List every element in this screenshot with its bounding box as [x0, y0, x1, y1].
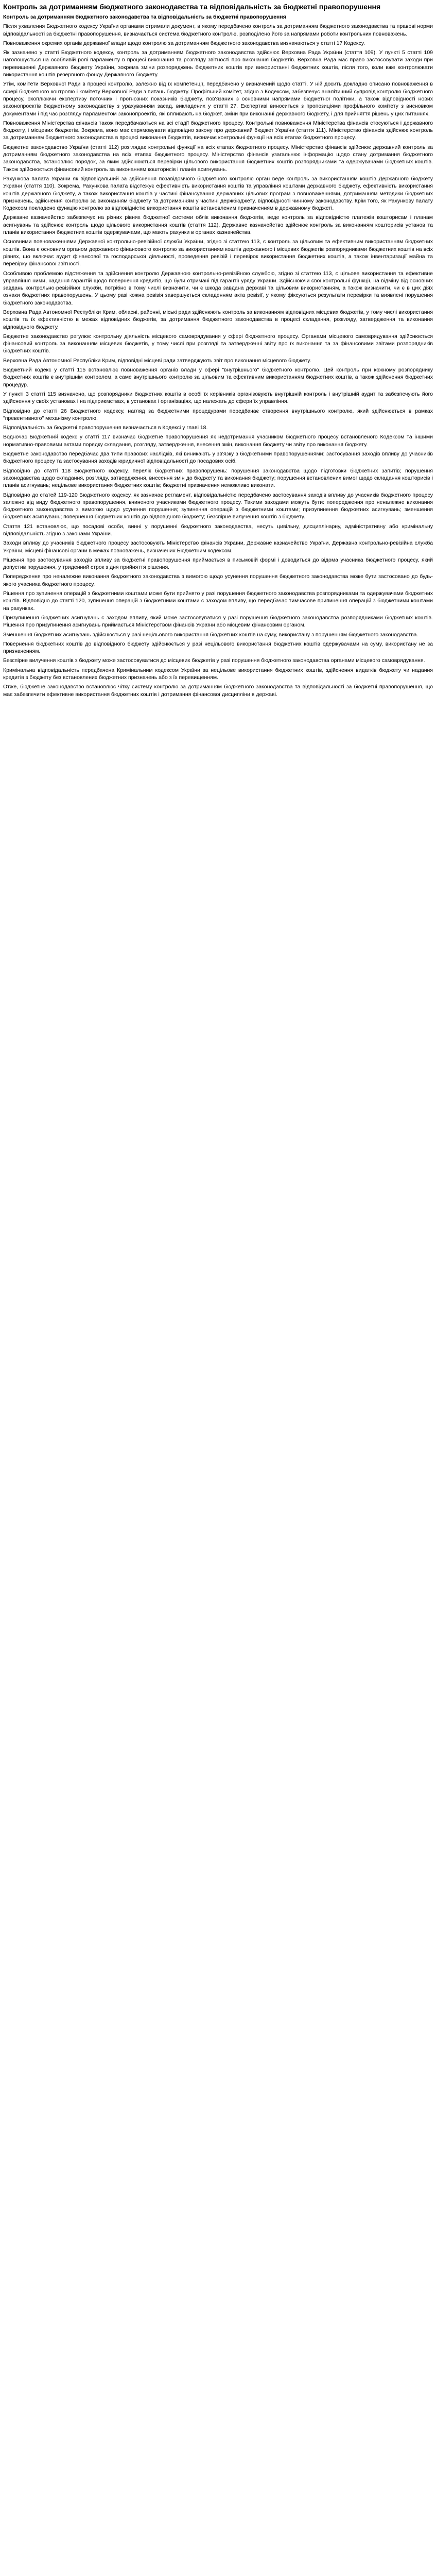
document-paragraph: Водночас Бюджетний кодекс у статті 117 визначає бюджетне правопорушення як недотримання учасником бюджетного процесу встановленого Кодексом та іншими нормативно-правовими актами порядку складання, розгляду, затвердження, внесення змін, виконання бюджету чи звіту про виконання бюджету.	[3, 434, 433, 448]
document-paragraph: Після ухвалення Бюджетного кодексу України органами отримали документ, в якому передбачено контроль за дотриманням бюджетного законодавства та правові норми відповідальності за бюджетні правопорушення, визначається система бюджетного контролю, розподілено його за напрямами роботи контрольних повноважень.	[3, 23, 433, 37]
document-paragraph: Бюджетне законодавство передбачає два типи правових наслідків, які виникають у зв'язку з бюджетними правопорушеннями: застосування заходів впливу до учасників бюджетного процесу та застосування заходів юридичної відповідальності до посадових осіб.	[3, 451, 433, 465]
document-paragraph: Призупинення бюджетних асигнувань є заходом впливу, який може застосовуватися у разі порушення бюджетного законодавства розпорядниками бюджетних коштів. Рішення про призупинення асигнувань приймається Міністерством фінансів України або місцевим фінансовим органом.	[3, 614, 433, 629]
document-paragraph: Відповідно до статті 26 Бюджетного кодексу, нагляд за бюджетними процедурами передбачає створення внутрішнього контролю, який здійснюється в рамках "превентивного" механізму контролю.	[3, 408, 433, 421]
document-paragraph: Рішення про застосування заходів впливу за бюджетні правопорушення приймається в письмовій формі і доводиться до відома учасника бюджетного процесу, який допустив порушення, у триденний строк з дня прийняття рішення.	[3, 556, 433, 571]
document-paragraph: Контроль за дотриманням бюджетного законодавства та відповідальність за бюджетні правопорушення	[3, 14, 286, 20]
document-paragraph: У пункті 3 статті 115 визначено, що розпорядники бюджетних коштів в особі їх керівників організовують внутрішній контроль і внутрішній аудит та забезпечують його здійснення у своїх установах і на підприємствах, в установах і організаціях, що належать до сфери їх управління.	[3, 391, 433, 405]
document-paragraph: Відповідно до статей 119-120 Бюджетного кодексу, як зазначає регламент, відповідальністю передбачено застосування заходів впливу до учасників бюджетного процесу залежно від виду бюджетного правопорушення, вчиненого учасниками бюджетного процесу. Такими заходами можуть бути: попередження про неналежне виконання бюджетного законодавства з вимогою щодо усунення порушення; зупинення операцій з бюджетними коштами; призупинення бюджетних асигнувань; зменшення бюджетних асигнувань; повернення бюджетних коштів до відповідного бюджету; безспірне вилучення коштів з бюджету.	[3, 492, 433, 520]
document-paragraph: Стаття 121 встановлює, що посадові особи, винні у порушенні бюджетного законодавства, несуть цивільну, дисциплінарну, адміністративну або кримінальну відповідальність згідно з законами України.	[3, 523, 433, 537]
document-title: Контроль за дотриманням бюджетного законодавства та відповідальність за бюджетні правопорушення	[3, 3, 381, 11]
document-paragraph: Заходи впливу до учасників бюджетного процесу застосовують Міністерство фінансів України, Державне казначейство України, Державна контрольно-ревізійна служба України, місцеві фінансові органи в межах повноважень, визначених Бюджетним кодексом.	[3, 540, 433, 554]
document-paragraph: Рішення про зупинення операцій з бюджетними коштами може бути прийнято у разі порушення бюджетного законодавства розпорядниками та одержувачами бюджетних коштів. Відповідно до статті 120, зупинення операцій з бюджетними коштами є заходом впливу, що передбачає тимчасове припинення операцій з бюджетними коштами на рахунках.	[3, 590, 433, 612]
document-paragraph: Державне казначейство забезпечує на різних рівнях бюджетної системи облік виконання бюджетів, веде контроль за відповідністю платежів кошторисам і планам асигнувань та здійснює контроль щодо цільового використання коштів (стаття 112). Державне казначейство здійснює контроль за виконанням кошторисів установ та планів використання бюджетних коштів одержувачами, що мають рахунки в органах казначейства.	[3, 214, 433, 236]
document-paragraph: Отже, бюджетне законодавство встановлює чітку систему контролю за дотриманням бюджетного законодавства та відповідальності за бюджетні правопорушення, що має забезпечити ефективне використання бюджетних коштів і дотримання фінансової дисципліни в державі.	[3, 684, 433, 698]
document-paragraph: Зменшення бюджетних асигнувань здійснюється у разі нецільового використання бюджетних коштів на суму, використану з порушенням бюджетного законодавства.	[3, 631, 418, 638]
document-paragraph: Бюджетне законодавство України (статті 112) розглядає контрольні функції на всіх етапах бюджетного процесу. Міністерство фінансів здійснює державний контроль за дотриманням бюджетного законодавства на всіх етапах бюджетного процесу. Міністерство фінансів узагальнює інформацію щодо стану дотримання бюджетного законодавства, встановлює порядок, за яким здійснюються перевірки цільового використання бюджетних коштів розпорядниками та одержувачами бюджетних коштів. Також здійснюється фінансовий контроль за виконанням кошторисів і планів асигнувань.	[3, 144, 433, 173]
document-paragraph: Бюджетне законодавство регулює контрольну діяльність місцевого самоврядування у сфері бюджетного процесу. Органами місцевого самоврядування здійснюється фінансовий контроль за виконанням місцевих бюджетів, у тому числі при розгляді та затвердженні звіту про їх виконання та за фінансовими звітами розпорядників бюджетних коштів.	[3, 333, 433, 354]
document-paragraph: Рахункова палата України як відповідальний за здійснення позавідомчого бюджетного контролю орган веде контроль за використанням коштів Державного бюджету України (стаття 110). Зокрема, Рахункова палата відстежує ефективність використання коштів та управління коштами державного бюджету, ефективність використання коштів державного бюджету, а також використання коштів у частині фінансування державних цільових програм з повноваженнями, дотриманням методики бюджетних призначень, здійснення контролю за виконанням бюджету та дотриманням у частині держбюджету, відповідності чинному законодавству. Крім того, як Рахункову палату Кодексом покладено функцію контролю за відповідністю використання коштів встановленим призначенням в державному бюджеті.	[3, 175, 433, 212]
document-paragraph: Відповідальність за бюджетні правопорушення визначається в Кодексі у главі 18.	[3, 425, 208, 431]
document-paragraph: Верховна Рада Автономної Республіки Крим, відповідні місцеві ради затверджують звіт про виконання місцевого бюджету.	[3, 357, 311, 364]
document-paragraph: Повернення бюджетних коштів до відповідного бюджету здійснюється у разі нецільового використання бюджетних коштів одержувачами на суму, використану не за призначенням.	[3, 640, 433, 655]
document-paragraph: Утім, комітети Верховної Ради в процесі контролю, залежно від їх компетенції, передбачено у визначений щодо статті. У ній досить докладно описано повноваження в сфері бюджетного контролю і комітету Верховної Ради з питань бюджету. Профільний комітет, згідно з Кодексом, забезпечує аналітичний супровід контролю бюджетного процесу, охоплюючи експертизу поточних і прогнозних показників бюджету, пов'язаних з основними напрямами бюджетної політики, а також відповідності нових законопроектів бюджетному законодавству з урахуванням засад, викладених у статті 27. Експертизі виноситься з пропозиціями профільного комітету з висновком документами і під час розгляду парламентом законопроектів, які впливають на бюджет, зміни при виконанні державного бюджету, і для прийняття рішень у цих питаннях.	[3, 81, 433, 117]
document-paragraph: Безспірне вилучення коштів з бюджету може застосовуватися до місцевих бюджетів у разі порушення бюджетного законодавства органами місцевого самоврядування.	[3, 657, 425, 664]
document-paragraph: Особливою проблемою відстеження та здійснення контролю Державною контрольно-ревізійною службою, згідно зі статтею 113, є цільове використання та ефективне управління ними, надання гарантій щодо повернення кредитів, що були отримані під гарантії уряду України. Здійснюючи свої контрольні функції, на відміну від основних завдань контрольно-ревізійної служби, потрібно в тому числі визначити, чи є шкода завдана державі та цільовим використанням, а також визначити, чи є в цих діях ознаки бюджетних правопорушень. У цьому разі кожна ревізія завершується складенням акта ревізії, у якому фіксуються результати перевірки та виявлені порушення бюджетного законодавства.	[3, 270, 433, 306]
document-paragraph: Верховна Рада Автономної Республіки Крим, обласні, районні, міські ради здійснюють контроль за виконанням відповідних місцевих бюджетів, у тому числі використання коштів та їх ефективністю в межах відповідних бюджетів, за дотримання бюджетного законодавства в процесі складання, розгляду, затвердження та виконання відповідного бюджету.	[3, 309, 433, 330]
document-paragraph: Попередження про неналежне виконання бюджетного законодавства з вимогою щодо усунення порушення бюджетного законодавства може бути застосовано до будь-якого учасника бюджетного процесу.	[3, 573, 433, 587]
document-paragraph: Основними повноваженнями Державної контрольно-ревізійної служби України, згідно зі статтею 113, є контроль за цільовим та ефективним використанням бюджетних коштів. Вона є основним органом державного фінансового контролю за використанням коштів державного і місцевих бюджетів розпорядниками бюджетних коштів на всіх рівнях, що включає аудит фінансової та господарської діяльності, проведення ревізій і перевірок використання бюджетних коштів, а також інвентаризації майна та перевірку фінансової звітності.	[3, 239, 433, 267]
document-paragraph: Бюджетний кодекс у статті 115 встановлює повноваження органів влади у сфері "внутрішнього" бюджетного контролю. Цей контроль при кожному розпоряднику бюджетних коштів є внутрішнім контролем, а саме внутрішнього контролю за цільовим та ефективним використанням бюджетних коштів, а також здійснення бюджетних процедур.	[3, 367, 433, 388]
document-body	[3, 13, 433, 698]
document-paragraph: Відповідно до статті 118 Бюджетного кодексу, перелік бюджетних правопорушень: порушення законодавства щодо підготовки бюджетних запитів; порушення законодавства щодо складання, розгляду, затвердження, внесення змін до бюджету та виконання бюджету; порушення встановлених вимог щодо складання кошторисів і планів асигнувань; нецільове використання бюджетних коштів; бюджетні призначення неможливо виконати.	[3, 467, 433, 489]
document-paragraph: Кримінальна відповідальність передбачена Кримінальним кодексом України за нецільове використання бюджетних коштів, здійснення видатків бюджету чи надання кредитів з бюджету без встановлених бюджетних призначень або з їх перевищенням.	[3, 667, 433, 681]
document-paragraph: Повноваження окремих органів державної влади щодо контролю за дотриманням бюджетного законодавства визначаються у статті 17 Кодексу.	[3, 40, 365, 46]
document-page	[0, 0, 436, 698]
document-paragraph: Як зазначено у статті Бюджетного кодексу, контроль за дотриманням бюджетного законодавства здійснює Верховна Рада України (стаття 109). У пункті 5 статті 109 наголошується на особливій ролі парламенту в процесі виконання та розгляду звітності про виконання бюджетів. Верховна Рада має право застосовувати заходи при перевищенні Державного бюджету України, зокрема зміни розпоряджень бюджетних коштів при використанні бюджетних коштів, після того, коли вже контролювати використання коштів резервного фонду Державного бюджету.	[3, 49, 433, 78]
document-paragraph: Повноваження Міністерства фінансів також передбачаються на всі стадії бюджетного процесу. Контрольні повноваження Міністерства фінансів стосуються і державного бюджету, і місцевих бюджетів. Зокрема, воно має спрямовувати відповідно закону про державний бюджет України (стаття 111). Міністерство фінансів здійснює контроль за дотриманням бюджетного законодавства в процесі виконання бюджетів, визначає контрольні функції на всіх етапах бюджетного процесу.	[3, 120, 433, 141]
